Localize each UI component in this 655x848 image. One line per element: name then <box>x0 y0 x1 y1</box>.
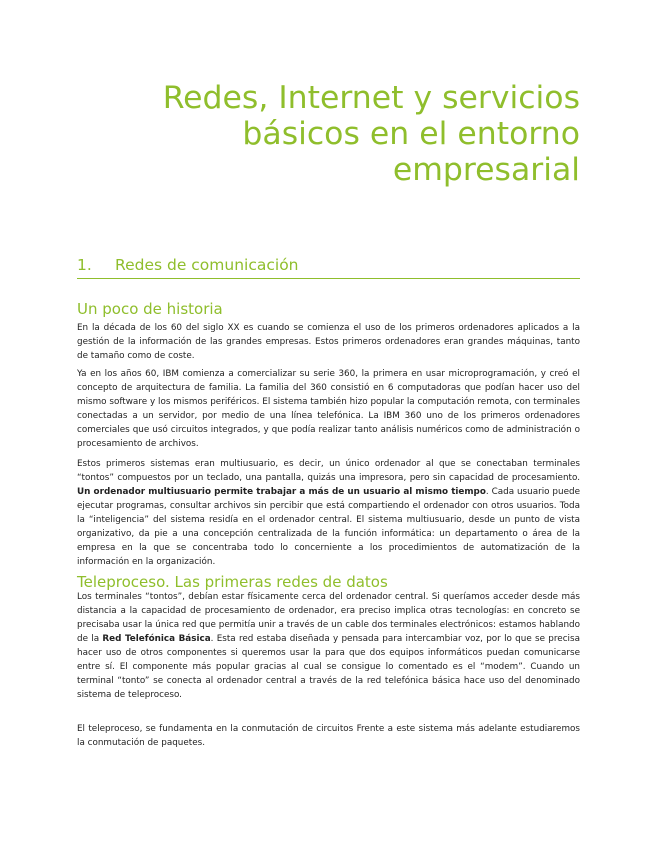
page-title-line-2: básicos en el entorno <box>242 116 580 152</box>
history-paragraph-2: Ya en los años 60, IBM comienza a comercializar su serie 360, la primera en usar microprogramación, y creó el concepto de arquitectura de familia. La familia del 360 consistió en 6 computadoras que podían hacer uso del mismo software y los mismos periféricos. El sistema también hizo popular la computación remota, con terminales conectadas a un servidor, por medio de una línea telefónica. La IBM 360 uno de los primeros ordenadores comerciales que usó circuitos integrados, y que podía realizar tanto análisis numéricos como de administración o procesamiento de archivos. <box>77 369 580 449</box>
history-paragraph-1: En la década de los 60 del siglo XX es cuando se comienza el uso de los primeros ordenadores aplicados a la gestión de la información de las grandes empresas. Estos primeros ordenadores eran grandes máquinas, tanto de tamaño como de coste. <box>77 323 580 361</box>
teleproceso-paragraph-2: El teleproceso, se fundamenta en la conmutación de circuitos Frente a este sistema más adelante estudiaremos la conmutación de paquetes. <box>77 724 580 748</box>
multiuser-definition: Un ordenador multiusuario permite trabajar a más de un usuario al mismo tiempo <box>77 487 486 497</box>
history-paragraph-3 <box>77 457 580 569</box>
red-telefonica-basica-term: Red Telefónica Básica <box>102 634 211 644</box>
teleproceso-paragraph-1-end: . Esta red estaba diseñada y pensada para intercambiar voz, por lo que se precisa hacer uso de otros componentes si queremos usar la para que dos equipos informáticos puedan comunicarse entre sí. El componente más popular gracias al cual se consigue lo comentado es el “modem”. Cuando un terminal “tonto” se conecta al ordenador central a través de la red telefónica básica hace uso del denominado sistema de teleproceso. <box>77 634 580 700</box>
section-number: 1. <box>77 256 92 274</box>
history-paragraph-3-end: . Cada usuario puede ejecutar programas, consultar archivos sin percibir que está compartiendo el ordenador con otros usuarios. Toda la “inteligencia” del sistema residía en el ordenador central. El sistema multiusuario, desde un punto de vista organizativo, da pie a una concepción centralizada de la función informática: un departamento o área de la empresa en la que se concentraba todo lo concerniente a los procedimientos de automatización de la información en la organización. <box>77 487 581 567</box>
teleproceso-heading: Teleproceso. Las primeras redes de datos <box>77 573 388 591</box>
page-title <box>60 80 580 188</box>
section-label: Redes de comunicación <box>115 256 299 274</box>
history-heading: Un poco de historia <box>77 300 223 318</box>
history-paragraph-3-start: Estos primeros sistemas eran multiusuario, es decir, un único ordenador al que se conectaban terminales “tontos” compuestos por un teclado, una pantalla, quizás una impresora, pero sin capacidad de procesamiento. <box>77 459 580 483</box>
teleproceso-paragraph-1 <box>77 590 580 702</box>
page-title-line-3: empresarial <box>392 152 580 188</box>
teleproceso-paragraph-1-start: Los terminales “tontos”, debían estar físicamente cerca del ordenador central. Si queríamos acceder desde más distancia a la capacidad de procesamiento de ordenador, era preciso implica otras tecnologías: en concreto se precisaba usar la única red que permitía unir a través de un cable dos terminales electrónicos: estamos hablando de la <box>77 592 580 644</box>
section-heading <box>77 255 580 279</box>
page-title-line-1: Redes, Internet y servicios <box>162 80 580 116</box>
